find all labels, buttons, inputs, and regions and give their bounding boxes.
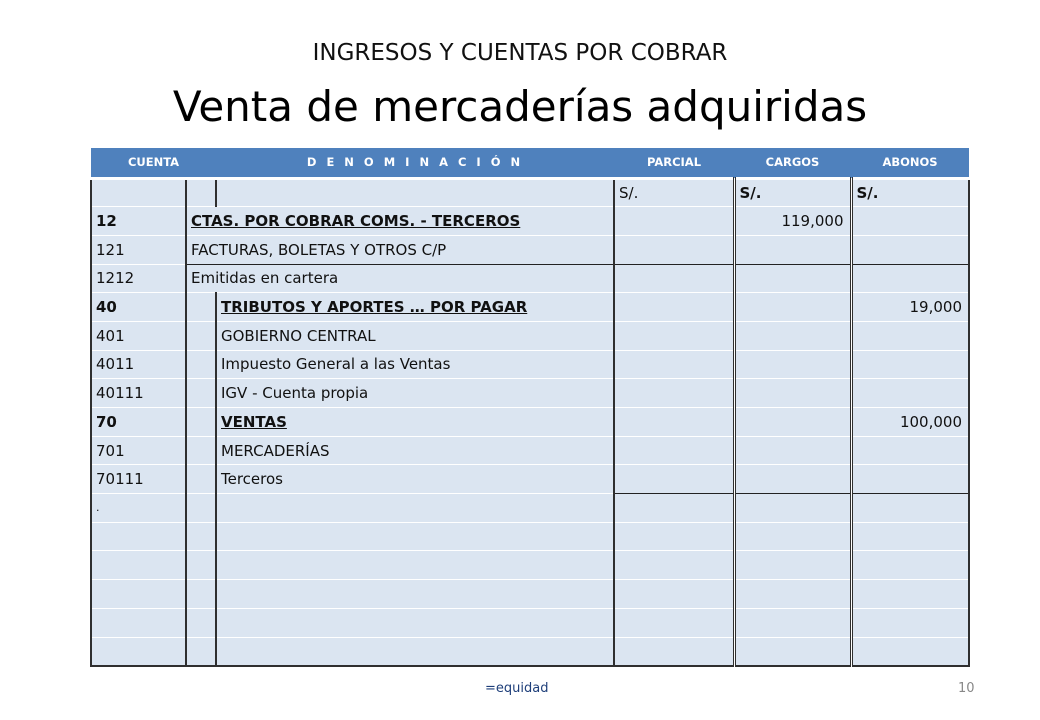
cell-empty bbox=[614, 637, 734, 666]
cell-empty bbox=[186, 608, 216, 637]
table-row bbox=[91, 436, 969, 465]
table-row-empty bbox=[91, 522, 969, 551]
cell-denominacion: FACTURAS, BOLETAS Y OTROS C/P bbox=[186, 235, 614, 264]
cell-parcial bbox=[614, 436, 734, 465]
cell-cargos bbox=[734, 436, 851, 465]
cell-cuenta: 40111 bbox=[91, 379, 186, 408]
cell-empty bbox=[91, 608, 186, 637]
cell-abonos: 100,000 bbox=[851, 408, 969, 437]
header-abonos: ABONOS bbox=[851, 148, 969, 178]
table-row bbox=[91, 408, 969, 437]
cell-empty bbox=[216, 551, 614, 580]
cell-denominacion bbox=[216, 494, 614, 523]
cell-denominacion: Impuesto General a las Ventas bbox=[216, 350, 614, 379]
cell-abonos bbox=[851, 436, 969, 465]
cell-empty bbox=[614, 608, 734, 637]
cell-empty bbox=[186, 637, 216, 666]
cell-abonos bbox=[851, 264, 969, 293]
table-row bbox=[91, 321, 969, 350]
cell-cuenta: 401 bbox=[91, 321, 186, 350]
table-row bbox=[91, 293, 969, 322]
cell-parcial bbox=[614, 207, 734, 236]
cell-empty bbox=[734, 522, 851, 551]
cell-parcial bbox=[614, 350, 734, 379]
cell-empty bbox=[186, 408, 216, 437]
cell-empty bbox=[216, 178, 614, 207]
cell-denominacion: Terceros bbox=[216, 465, 614, 494]
cell-empty bbox=[734, 580, 851, 609]
cell-empty bbox=[186, 178, 216, 207]
cell-parcial bbox=[614, 235, 734, 264]
cell-empty bbox=[91, 637, 186, 666]
slide-title: Venta de mercaderías adquiridas bbox=[172, 82, 868, 131]
table-row bbox=[91, 350, 969, 379]
cell-denominacion: GOBIERNO CENTRAL bbox=[216, 321, 614, 350]
cell-empty bbox=[186, 522, 216, 551]
slide-subtitle: INGRESOS Y CUENTAS POR COBRAR bbox=[312, 40, 728, 66]
cell-cargos bbox=[734, 264, 851, 293]
cell-denominacion: CTAS. POR COBRAR COMS. - TERCEROS bbox=[186, 207, 614, 236]
cell-cargos bbox=[734, 494, 851, 523]
table-row bbox=[91, 235, 969, 264]
cell-abonos bbox=[851, 465, 969, 494]
cell-empty bbox=[91, 522, 186, 551]
cell-empty bbox=[614, 522, 734, 551]
cell-cargos bbox=[734, 379, 851, 408]
cell-empty bbox=[734, 637, 851, 666]
cell-empty bbox=[91, 178, 186, 207]
cell-empty bbox=[851, 580, 969, 609]
cell-cargos bbox=[734, 350, 851, 379]
cell-empty bbox=[186, 580, 216, 609]
table-row bbox=[91, 465, 969, 494]
cell-cuenta: 40 bbox=[91, 293, 186, 322]
table-row-empty bbox=[91, 551, 969, 580]
cell-cargos bbox=[734, 321, 851, 350]
table-row-empty bbox=[91, 608, 969, 637]
cell-abonos bbox=[851, 207, 969, 236]
table-header-row bbox=[91, 148, 969, 178]
cell-empty bbox=[186, 551, 216, 580]
cell-empty bbox=[216, 637, 614, 666]
table-row bbox=[91, 379, 969, 408]
cell-cuenta: 4011 bbox=[91, 350, 186, 379]
cell-cuenta: 701 bbox=[91, 436, 186, 465]
cell-denominacion: IGV - Cuenta propia bbox=[216, 379, 614, 408]
currency-parcial: S/. bbox=[614, 178, 734, 207]
cell-parcial bbox=[614, 408, 734, 437]
cell-empty bbox=[186, 321, 216, 350]
cell-cuenta: . bbox=[91, 494, 186, 523]
cell-empty bbox=[91, 551, 186, 580]
cell-empty bbox=[186, 494, 216, 523]
header-cargos: CARGOS bbox=[734, 148, 851, 178]
cell-parcial bbox=[614, 321, 734, 350]
cell-cargos bbox=[734, 235, 851, 264]
cell-parcial bbox=[614, 494, 734, 523]
cell-empty bbox=[216, 522, 614, 551]
cell-empty bbox=[186, 436, 216, 465]
cell-empty bbox=[216, 608, 614, 637]
table-row bbox=[91, 494, 969, 523]
currency-cargos: S/. bbox=[734, 178, 851, 207]
cell-empty bbox=[851, 637, 969, 666]
cell-cargos bbox=[734, 408, 851, 437]
cell-empty bbox=[186, 350, 216, 379]
cell-abonos: 19,000 bbox=[851, 293, 969, 322]
cell-empty bbox=[216, 580, 614, 609]
table-row bbox=[91, 264, 969, 293]
cell-parcial bbox=[614, 379, 734, 408]
cell-empty bbox=[851, 522, 969, 551]
cell-denominacion: Emitidas en cartera bbox=[186, 264, 614, 293]
table-row-empty bbox=[91, 580, 969, 609]
cell-empty bbox=[734, 608, 851, 637]
cell-cuenta: 70111 bbox=[91, 465, 186, 494]
cell-abonos bbox=[851, 494, 969, 523]
cell-empty bbox=[851, 551, 969, 580]
cell-denominacion: MERCADERÍAS bbox=[216, 436, 614, 465]
cell-cuenta: 1212 bbox=[91, 264, 186, 293]
table-row bbox=[91, 207, 969, 236]
footer-brand: =equidad bbox=[485, 681, 549, 696]
cell-parcial bbox=[614, 264, 734, 293]
page-number: 10 bbox=[958, 681, 975, 696]
cell-cuenta: 121 bbox=[91, 235, 186, 264]
cell-empty bbox=[91, 580, 186, 609]
cell-parcial bbox=[614, 465, 734, 494]
cell-empty bbox=[186, 465, 216, 494]
journal-entry-table bbox=[90, 148, 970, 667]
cell-empty bbox=[186, 379, 216, 408]
cell-cuenta: 70 bbox=[91, 408, 186, 437]
cell-empty bbox=[734, 551, 851, 580]
header-parcial: PARCIAL bbox=[614, 148, 734, 178]
cell-empty bbox=[186, 293, 216, 322]
currency-abonos: S/. bbox=[851, 178, 969, 207]
header-cuenta: CUENTA bbox=[91, 148, 216, 178]
cell-empty bbox=[851, 608, 969, 637]
cell-abonos bbox=[851, 379, 969, 408]
cell-cuenta: 12 bbox=[91, 207, 186, 236]
cell-parcial bbox=[614, 293, 734, 322]
cell-abonos bbox=[851, 235, 969, 264]
cell-empty bbox=[614, 551, 734, 580]
cell-denominacion: VENTAS bbox=[216, 408, 614, 437]
cell-cargos bbox=[734, 293, 851, 322]
currency-row bbox=[91, 178, 969, 207]
header-denominacion: D E N O M I N A C I Ó N bbox=[216, 148, 614, 178]
table-row-empty bbox=[91, 637, 969, 666]
cell-abonos bbox=[851, 321, 969, 350]
cell-empty bbox=[614, 580, 734, 609]
cell-cargos: 119,000 bbox=[734, 207, 851, 236]
cell-denominacion: TRIBUTOS Y APORTES … POR PAGAR bbox=[216, 293, 614, 322]
cell-abonos bbox=[851, 350, 969, 379]
cell-cargos bbox=[734, 465, 851, 494]
